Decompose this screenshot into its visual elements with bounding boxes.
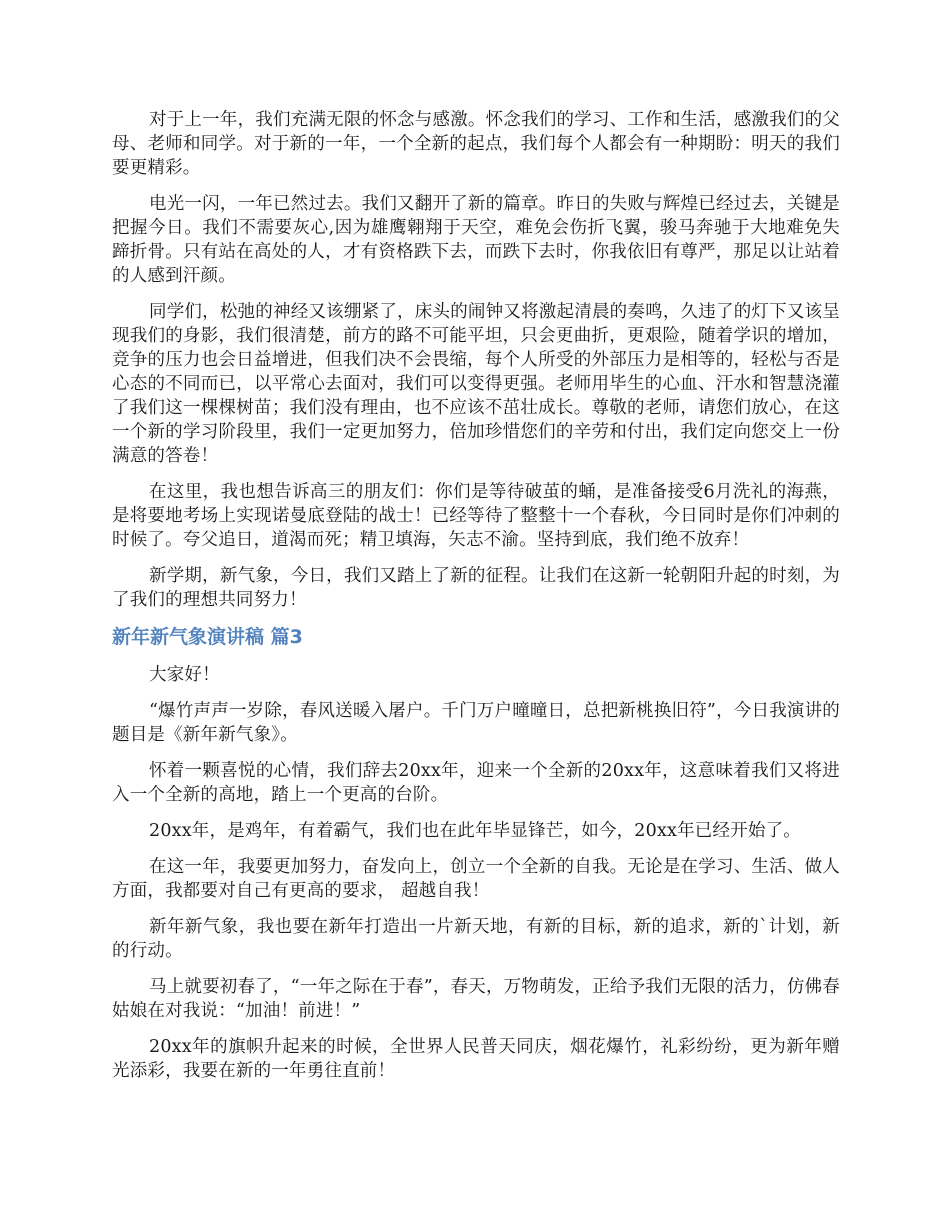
paragraph: 在这里，我也想告诉高三的朋友们：你们是等待破茧的蛹，是准备接受6月洗礼的海燕，是将要地考场上实现诺曼底登陆的战士！已经等待了整整十一个春秋，今日同时是你们冲刺的时候了。夸父追日，道渴而死；精卫填海，矢志不渝。坚持到底，我们绝不放弃！ <box>112 482 840 550</box>
paragraph: 20xx年的旗帜升起来的时候，全世界人民普天同庆，烟花爆竹，礼彩纷纷，更为新年赠光添彩，我要在新的一年勇往直前！ <box>112 1037 840 1081</box>
paragraph: 在这一年，我要更加努力，奋发向上，创立一个全新的自我。无论是在学习、生活、做人方面，我都要对自己有更高的要求， 超越自我！ <box>112 857 840 901</box>
paragraph: 怀着一颗喜悦的心情，我们辞去20xx年，迎来一个全新的20xx年，这意味着我们又将进入一个全新的高地，踏上一个更高的台阶。 <box>112 761 840 805</box>
section-heading: 新年新气象演讲稿 篇3 <box>112 626 303 648</box>
paragraph: 新学期，新气象，今日，我们又踏上了新的征程。让我们在这新一轮朝阳升起的时刻，为了我们的理想共同努力！ <box>112 566 840 610</box>
paragraph: 同学们，松弛的神经又该绷紧了，床头的闹钟又将激起清晨的奏鸣，久违了的灯下又该呈现我们的身影，我们很清楚，前方的路不可能平坦，只会更曲折，更艰险，随着学识的增加，竞争的压力也会日益增进，但我们决不会畏缩，每个人所受的外部压力是相等的，轻松与否是心态的不同而已，以平常心去面对，我们可以变得更强。老师用毕生的心血、汗水和智慧浇灌了我们这一棵棵树苗；我们没有理由，也不应该不茁壮成长。尊敬的老师，请您们放心，在这一个新的学习阶段里，我们一定更加努力，倍加珍惜您们的辛劳和付出，我们定向您交上一份满意的答卷！ <box>112 302 840 466</box>
paragraph: 大家好！ <box>149 665 220 685</box>
paragraph: 对于上一年，我们充满无限的怀念与感激。怀念我们的学习、工作和生活，感激我们的父母、老师和同学。对于新的一年，一个全新的起点，我们每个人都会有一种期盼：明天的我们要更精彩。 <box>112 110 840 178</box>
paragraph: 电光一闪，一年已然过去。我们又翻开了新的篇章。昨日的失败与辉煌已经过去，关键是把握今日。我们不需要灰心,因为雄鹰翱翔于天空，难免会伤折飞翼，骏马奔驰于大地难免失蹄折骨。只有站在高处的人，才有资格跌下去，而跌下去时，你我依旧有尊严，那足以让站着的人感到汗颜。 <box>112 194 840 286</box>
paragraph: 马上就要初春了，“一年之际在于春”，春天，万物萌发，正给予我们无限的活力，仿佛春姑娘在对我说：“加油！前进！” <box>112 977 840 1021</box>
paragraph: 新年新气象，我也要在新年打造出一片新天地，有新的目标，新的追求，新的`计划，新的行动。 <box>112 917 840 961</box>
document-page <box>112 108 840 1095</box>
paragraph: 20xx年，是鸡年，有着霸气，我们也在此年毕显锋芒，如今，20xx年已经开始了。 <box>149 821 802 841</box>
paragraph: “爆竹声声一岁除，春风送暖入屠户。千门万户曈曈日，总把新桃换旧符”，今日我演讲的题目是《新年新气象》。 <box>112 701 840 745</box>
